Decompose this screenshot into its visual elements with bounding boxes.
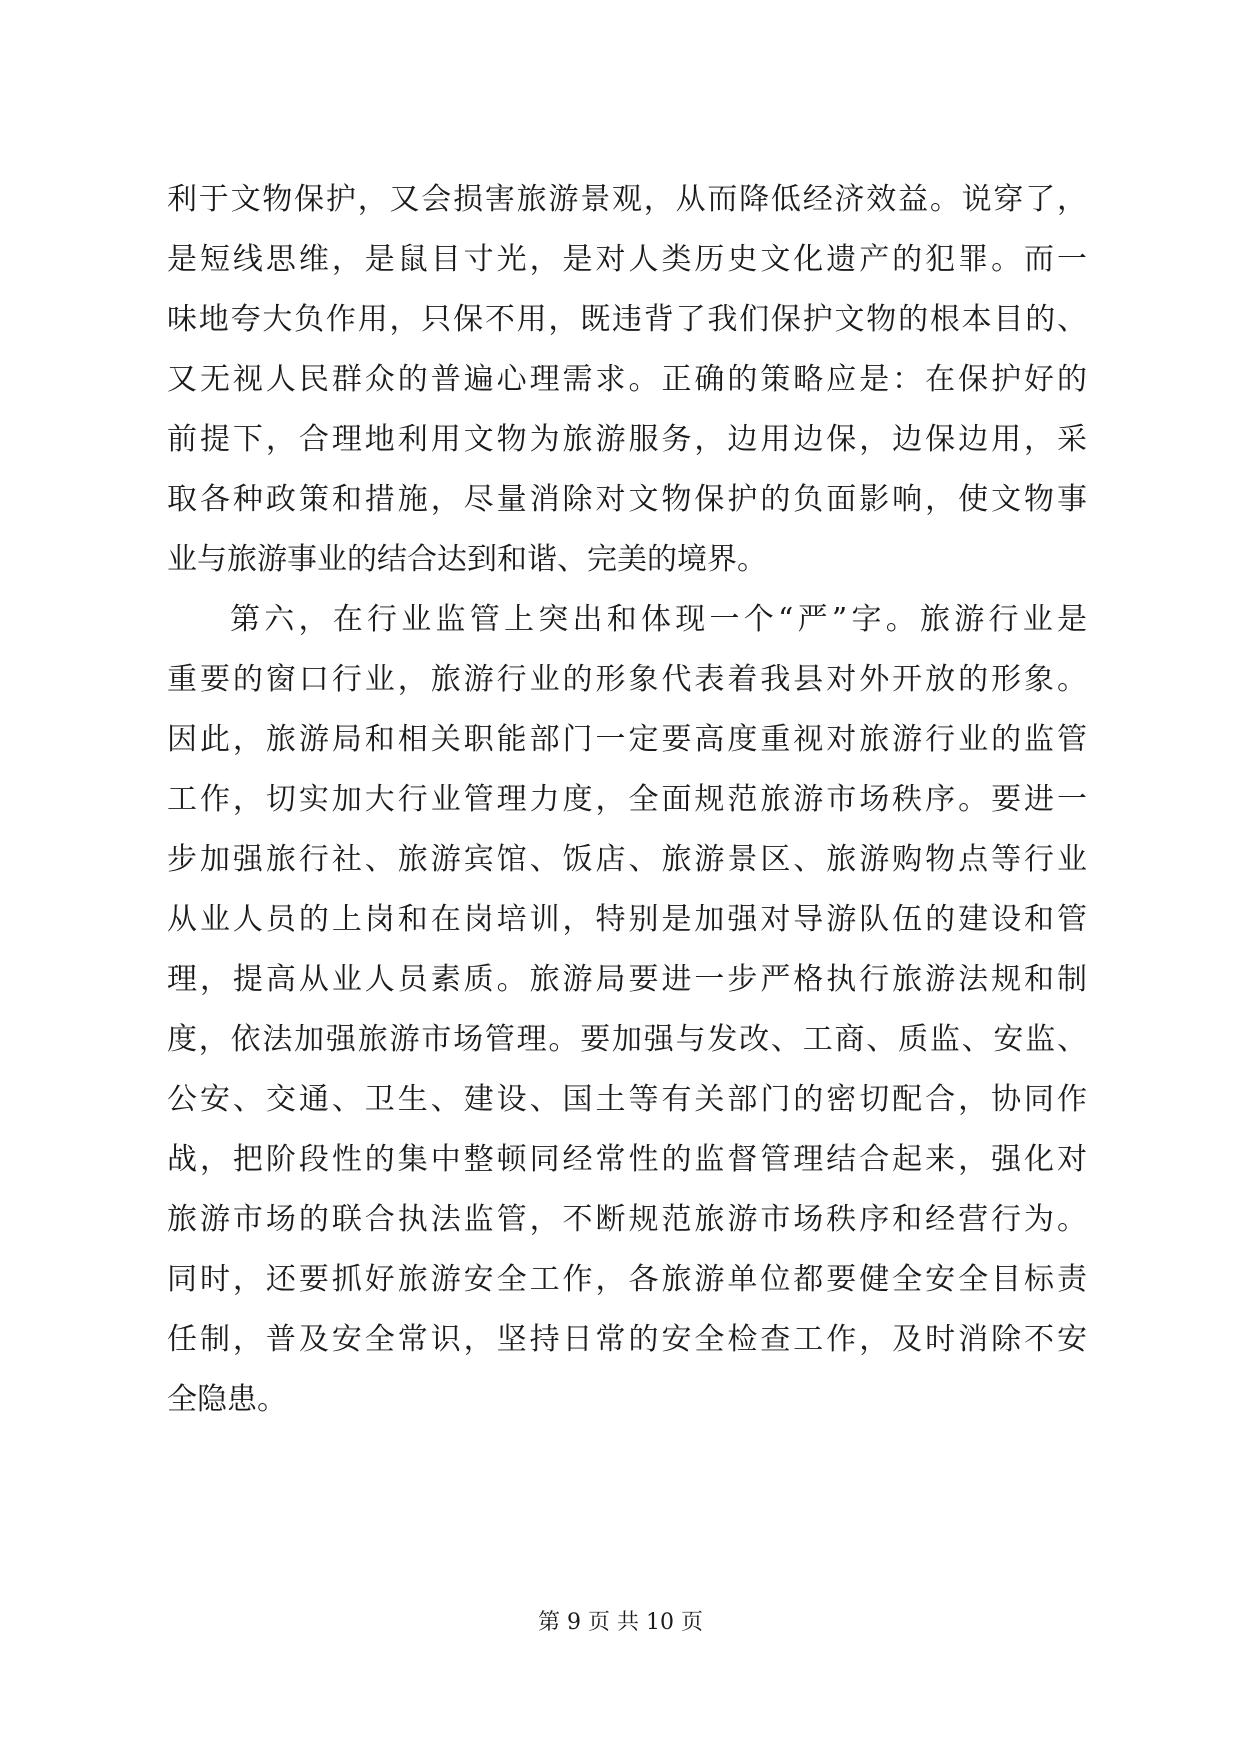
text-line: 从业人员的上岗和在岗培训，特别是加强对导游队伍的建设和管 <box>167 902 1087 937</box>
text-line: 战，把阶段性的集中整顿同经常性的监督管理结合起来，强化对 <box>167 1142 1087 1177</box>
text-line: 因此，旅游局和相关职能部门一定要高度重视对旅游行业的监管 <box>167 722 1087 757</box>
text-line: 取各种政策和措施，尽量消除对文物保护的负面影响，使文物事 <box>167 482 1087 517</box>
text-line: 步加强旅行社、旅游宾馆、饭店、旅游景区、旅游购物点等行业 <box>167 842 1087 877</box>
text-line: 前提下，合理地利用文物为旅游服务，边用边保，边保边用，采 <box>167 422 1087 457</box>
text-line: 旅游市场的联合执法监管，不断规范旅游市场秩序和经营行为。 <box>167 1202 1087 1237</box>
text-line: 重要的窗口行业，旅游行业的形象代表着我县对外开放的形象。 <box>167 662 1087 697</box>
text-line: 任制，普及安全常识，坚持日常的安全检查工作，及时消除不安 <box>167 1322 1087 1357</box>
text-line: 工作，切实加大行业管理力度，全面规范旅游市场秩序。要进一 <box>167 782 1087 817</box>
text-line: 理，提高从业人员素质。旅游局要进一步严格执行旅游法规和制 <box>167 962 1087 997</box>
text-line: 又无视人民群众的普遍心理需求。正确的策略应是：在保护好的 <box>167 362 1087 397</box>
text-line: 全隐患。 <box>167 1382 287 1417</box>
text-line: 味地夸大负作用，只保不用，既违背了我们保护文物的根本目的、 <box>167 302 1087 337</box>
text-line: 是短线思维，是鼠目寸光，是对人类历史文化遗产的犯罪。而一 <box>167 242 1087 277</box>
text-line: 业与旅游事业的结合达到和谐、完美的境界。 <box>167 542 767 577</box>
text-line: 同时，还要抓好旅游安全工作，各旅游单位都要健全安全目标责 <box>167 1262 1087 1297</box>
page-number-footer: 第 9 页 共 10 页 <box>538 1610 703 1635</box>
text-line: 利于文物保护，又会损害旅游景观，从而降低经济效益。说穿了， <box>167 182 1087 217</box>
text-line: 公安、交通、卫生、建设、国土等有关部门的密切配合，协同作 <box>167 1082 1087 1117</box>
text-line: 度，依法加强旅游市场管理。要加强与发改、工商、质监、安监、 <box>167 1022 1087 1057</box>
text-line: 第六，在行业监管上突出和体现一个“严”字。旅游行业是 <box>230 602 1087 637</box>
